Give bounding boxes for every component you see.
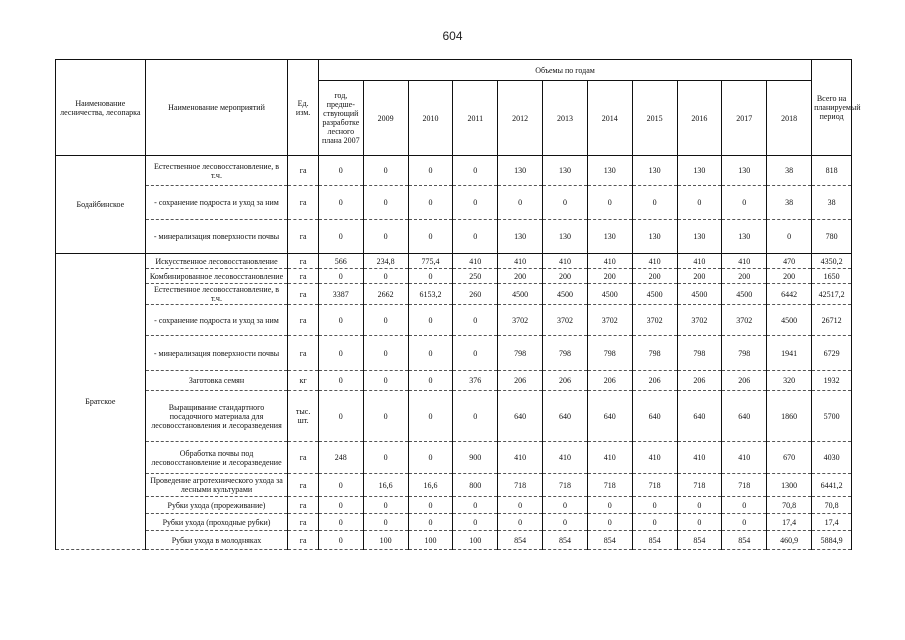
total-cell: 26712 xyxy=(812,305,852,336)
event-name: Рубки ухода (проходные рубки) xyxy=(145,514,288,531)
value-cell: 0 xyxy=(453,305,498,336)
total-cell: 4350,2 xyxy=(812,254,852,269)
table-row xyxy=(56,442,852,474)
value-cell: 410 xyxy=(677,442,722,474)
value-cell: 0 xyxy=(498,497,543,514)
value-cell: 410 xyxy=(632,254,677,269)
value-cell: 0 xyxy=(453,497,498,514)
value-cell: 670 xyxy=(767,442,812,474)
event-name: Искусственное лесовосстановление xyxy=(145,254,288,269)
value-cell: 718 xyxy=(498,474,543,497)
table-row xyxy=(56,156,852,186)
value-cell: 800 xyxy=(453,474,498,497)
value-cell: 0 xyxy=(587,186,632,220)
total-cell: 5884,9 xyxy=(812,531,852,550)
total-cell: 70,8 xyxy=(812,497,852,514)
value-cell: 798 xyxy=(632,336,677,371)
total-cell: 42517,2 xyxy=(812,284,852,305)
table-row xyxy=(56,514,852,531)
value-cell: 6442 xyxy=(767,284,812,305)
value-cell: 376 xyxy=(453,371,498,391)
value-cell: 16,6 xyxy=(408,474,453,497)
value-cell: 130 xyxy=(722,220,767,254)
header-year: 2011 xyxy=(453,81,498,156)
total-cell: 5700 xyxy=(812,391,852,442)
value-cell: 130 xyxy=(498,156,543,186)
unit-cell: га xyxy=(288,269,319,284)
header-year: 2010 xyxy=(408,81,453,156)
value-cell: 0 xyxy=(408,186,453,220)
value-cell: 200 xyxy=(543,269,588,284)
event-name: - минерализация поверхности почвы xyxy=(145,336,288,371)
value-cell: 0 xyxy=(408,442,453,474)
value-cell: 3702 xyxy=(587,305,632,336)
unit-cell: га xyxy=(288,531,319,550)
header-total: Всего на планируемый период xyxy=(812,60,852,156)
page-number: 604 xyxy=(442,29,463,43)
value-cell: 0 xyxy=(498,186,543,220)
value-cell: 0 xyxy=(318,305,363,336)
table-row xyxy=(56,336,852,371)
value-cell: 0 xyxy=(363,186,408,220)
value-cell: 410 xyxy=(722,442,767,474)
value-cell: 1941 xyxy=(767,336,812,371)
unit-cell: га xyxy=(288,336,319,371)
total-cell: 780 xyxy=(812,220,852,254)
value-cell: 206 xyxy=(722,371,767,391)
value-cell: 4500 xyxy=(677,284,722,305)
value-cell: 260 xyxy=(453,284,498,305)
value-cell: 0 xyxy=(408,497,453,514)
value-cell: 0 xyxy=(363,269,408,284)
value-cell: 0 xyxy=(453,220,498,254)
value-cell: 0 xyxy=(408,156,453,186)
unit-cell: га xyxy=(288,220,319,254)
event-name: - сохранение подроста и уход за ним xyxy=(145,305,288,336)
total-cell: 1650 xyxy=(812,269,852,284)
table-row xyxy=(56,371,852,391)
value-cell: 0 xyxy=(408,514,453,531)
table-row xyxy=(56,474,852,497)
value-cell: 130 xyxy=(543,156,588,186)
value-cell: 470 xyxy=(767,254,812,269)
value-cell: 0 xyxy=(632,497,677,514)
value-cell: 0 xyxy=(318,186,363,220)
value-cell: 2662 xyxy=(363,284,408,305)
value-cell: 640 xyxy=(587,391,632,442)
value-cell: 0 xyxy=(453,186,498,220)
table-row xyxy=(56,254,852,269)
total-cell: 4030 xyxy=(812,442,852,474)
value-cell: 4500 xyxy=(587,284,632,305)
value-cell: 4500 xyxy=(543,284,588,305)
value-cell: 0 xyxy=(363,156,408,186)
header-unit: Ед. изм. xyxy=(288,60,319,156)
total-cell: 17,4 xyxy=(812,514,852,531)
event-name: Естественное лесовосстановление, в т.ч. xyxy=(145,156,288,186)
value-cell: 206 xyxy=(543,371,588,391)
value-cell: 640 xyxy=(632,391,677,442)
header-year: 2018 xyxy=(767,81,812,156)
value-cell: 130 xyxy=(587,220,632,254)
unit-cell: га xyxy=(288,284,319,305)
forest-plan-table xyxy=(55,59,861,550)
value-cell: 3387 xyxy=(318,284,363,305)
value-cell: 130 xyxy=(632,220,677,254)
value-cell: 200 xyxy=(677,269,722,284)
unit-cell: га xyxy=(288,305,319,336)
value-cell: 0 xyxy=(587,497,632,514)
value-cell: 410 xyxy=(543,442,588,474)
value-cell: 0 xyxy=(363,497,408,514)
value-cell: 6153,2 xyxy=(408,284,453,305)
value-cell: 0 xyxy=(453,336,498,371)
value-cell: 0 xyxy=(722,186,767,220)
value-cell: 0 xyxy=(363,371,408,391)
event-name: Выращивание стандартного посадочного материала для лесовосстановления и лесоразведения xyxy=(145,391,288,442)
value-cell: 798 xyxy=(722,336,767,371)
value-cell: 566 xyxy=(318,254,363,269)
value-cell: 4500 xyxy=(722,284,767,305)
value-cell: 4500 xyxy=(632,284,677,305)
header-year: 2013 xyxy=(543,81,588,156)
value-cell: 854 xyxy=(587,531,632,550)
event-name: Обработка почвы под лесовосстановление и лесоразведение xyxy=(145,442,288,474)
value-cell: 0 xyxy=(677,186,722,220)
value-cell: 410 xyxy=(498,442,543,474)
value-cell: 410 xyxy=(677,254,722,269)
table-row xyxy=(56,305,852,336)
total-cell: 6729 xyxy=(812,336,852,371)
value-cell: 854 xyxy=(677,531,722,550)
value-cell: 206 xyxy=(632,371,677,391)
value-cell: 1300 xyxy=(767,474,812,497)
value-cell: 38 xyxy=(767,156,812,186)
value-cell: 200 xyxy=(632,269,677,284)
value-cell: 410 xyxy=(632,442,677,474)
header-year: 2017 xyxy=(722,81,767,156)
value-cell: 0 xyxy=(722,497,767,514)
value-cell: 0 xyxy=(632,186,677,220)
table-row xyxy=(56,531,852,550)
value-cell: 410 xyxy=(453,254,498,269)
value-cell: 0 xyxy=(453,514,498,531)
value-cell: 0 xyxy=(587,514,632,531)
value-cell: 0 xyxy=(318,220,363,254)
value-cell: 3702 xyxy=(498,305,543,336)
value-cell: 640 xyxy=(677,391,722,442)
unit-cell: кг xyxy=(288,371,319,391)
value-cell: 718 xyxy=(722,474,767,497)
value-cell: 0 xyxy=(632,514,677,531)
value-cell: 130 xyxy=(677,156,722,186)
value-cell: 640 xyxy=(498,391,543,442)
value-cell: 206 xyxy=(587,371,632,391)
value-cell: 410 xyxy=(587,442,632,474)
value-cell: 0 xyxy=(543,497,588,514)
value-cell: 410 xyxy=(498,254,543,269)
value-cell: 410 xyxy=(722,254,767,269)
header-forestry: Наименование лесничества, лесопарка xyxy=(56,60,146,156)
total-cell: 6441,2 xyxy=(812,474,852,497)
value-cell: 640 xyxy=(722,391,767,442)
header-volumes-title: Объемы по годам xyxy=(318,60,811,81)
value-cell: 200 xyxy=(587,269,632,284)
value-cell: 3702 xyxy=(722,305,767,336)
table-row xyxy=(56,391,852,442)
header-year: 2014 xyxy=(587,81,632,156)
value-cell: 3702 xyxy=(632,305,677,336)
value-cell: 4500 xyxy=(498,284,543,305)
value-cell: 900 xyxy=(453,442,498,474)
value-cell: 854 xyxy=(632,531,677,550)
value-cell: 4500 xyxy=(767,305,812,336)
value-cell: 248 xyxy=(318,442,363,474)
unit-cell: га xyxy=(288,186,319,220)
value-cell: 410 xyxy=(543,254,588,269)
value-cell: 718 xyxy=(587,474,632,497)
value-cell: 0 xyxy=(498,514,543,531)
unit-cell: га xyxy=(288,497,319,514)
value-cell: 798 xyxy=(543,336,588,371)
value-cell: 718 xyxy=(677,474,722,497)
value-cell: 798 xyxy=(587,336,632,371)
table-row xyxy=(56,269,852,284)
total-cell: 38 xyxy=(812,186,852,220)
value-cell: 200 xyxy=(767,269,812,284)
value-cell: 0 xyxy=(363,220,408,254)
value-cell: 0 xyxy=(318,497,363,514)
header-year-prev: год, предше-ствующий разработке лесного плана 2007 xyxy=(318,81,363,156)
event-name: - минерализация поверхности почвы xyxy=(145,220,288,254)
unit-cell: га xyxy=(288,442,319,474)
header-year: 2015 xyxy=(632,81,677,156)
value-cell: 0 xyxy=(677,497,722,514)
value-cell: 0 xyxy=(767,220,812,254)
header-year: 2009 xyxy=(363,81,408,156)
value-cell: 100 xyxy=(363,531,408,550)
value-cell: 17,4 xyxy=(767,514,812,531)
value-cell: 0 xyxy=(363,391,408,442)
event-name: Заготовка семян xyxy=(145,371,288,391)
value-cell: 70,8 xyxy=(767,497,812,514)
value-cell: 0 xyxy=(543,514,588,531)
value-cell: 130 xyxy=(587,156,632,186)
total-cell: 818 xyxy=(812,156,852,186)
value-cell: 798 xyxy=(677,336,722,371)
value-cell: 0 xyxy=(453,156,498,186)
unit-cell: тыс. шт. xyxy=(288,391,319,442)
value-cell: 0 xyxy=(408,305,453,336)
value-cell: 410 xyxy=(587,254,632,269)
value-cell: 130 xyxy=(543,220,588,254)
event-name: Рубки ухода (прореживание) xyxy=(145,497,288,514)
value-cell: 0 xyxy=(408,336,453,371)
header-year: 2016 xyxy=(677,81,722,156)
table-row xyxy=(56,497,852,514)
value-cell: 0 xyxy=(408,371,453,391)
value-cell: 130 xyxy=(722,156,767,186)
value-cell: 0 xyxy=(408,269,453,284)
value-cell: 0 xyxy=(318,474,363,497)
value-cell: 460,9 xyxy=(767,531,812,550)
value-cell: 0 xyxy=(722,514,767,531)
value-cell: 1860 xyxy=(767,391,812,442)
value-cell: 0 xyxy=(677,514,722,531)
value-cell: 130 xyxy=(498,220,543,254)
value-cell: 0 xyxy=(318,514,363,531)
value-cell: 0 xyxy=(318,336,363,371)
value-cell: 718 xyxy=(543,474,588,497)
value-cell: 16,6 xyxy=(363,474,408,497)
value-cell: 0 xyxy=(453,391,498,442)
value-cell: 0 xyxy=(363,336,408,371)
value-cell: 3702 xyxy=(543,305,588,336)
total-cell: 1932 xyxy=(812,371,852,391)
value-cell: 0 xyxy=(318,156,363,186)
value-cell: 0 xyxy=(318,391,363,442)
value-cell: 320 xyxy=(767,371,812,391)
value-cell: 854 xyxy=(722,531,767,550)
value-cell: 854 xyxy=(543,531,588,550)
event-name: Проведение агротехнического ухода за лесными культурами xyxy=(145,474,288,497)
value-cell: 0 xyxy=(318,531,363,550)
value-cell: 206 xyxy=(498,371,543,391)
value-cell: 0 xyxy=(363,514,408,531)
value-cell: 200 xyxy=(722,269,767,284)
forestry-name: Бодайбинское xyxy=(56,156,146,254)
value-cell: 854 xyxy=(498,531,543,550)
value-cell: 0 xyxy=(543,186,588,220)
header-event: Наименование мероприятий xyxy=(145,60,288,156)
value-cell: 0 xyxy=(363,305,408,336)
value-cell: 200 xyxy=(498,269,543,284)
event-name: - сохранение подроста и уход за ним xyxy=(145,186,288,220)
forestry-name: Братское xyxy=(56,254,146,550)
value-cell: 130 xyxy=(632,156,677,186)
value-cell: 798 xyxy=(498,336,543,371)
value-cell: 640 xyxy=(543,391,588,442)
value-cell: 38 xyxy=(767,186,812,220)
value-cell: 0 xyxy=(363,442,408,474)
value-cell: 0 xyxy=(318,371,363,391)
value-cell: 0 xyxy=(408,220,453,254)
table-row xyxy=(56,284,852,305)
value-cell: 206 xyxy=(677,371,722,391)
value-cell: 234,8 xyxy=(363,254,408,269)
event-name: Комбинированное лесовосстановление xyxy=(145,269,288,284)
unit-cell: га xyxy=(288,156,319,186)
unit-cell: га xyxy=(288,514,319,531)
value-cell: 775,4 xyxy=(408,254,453,269)
event-name: Естественное лесовосстановление, в т.ч. xyxy=(145,284,288,305)
value-cell: 0 xyxy=(408,391,453,442)
value-cell: 3702 xyxy=(677,305,722,336)
event-name: Рубки ухода в молодняках xyxy=(145,531,288,550)
value-cell: 0 xyxy=(318,269,363,284)
value-cell: 100 xyxy=(408,531,453,550)
value-cell: 100 xyxy=(453,531,498,550)
table-row xyxy=(56,186,852,220)
unit-cell: га xyxy=(288,474,319,497)
value-cell: 130 xyxy=(677,220,722,254)
value-cell: 250 xyxy=(453,269,498,284)
header-year: 2012 xyxy=(498,81,543,156)
value-cell: 718 xyxy=(632,474,677,497)
table-row xyxy=(56,220,852,254)
unit-cell: га xyxy=(288,254,319,269)
